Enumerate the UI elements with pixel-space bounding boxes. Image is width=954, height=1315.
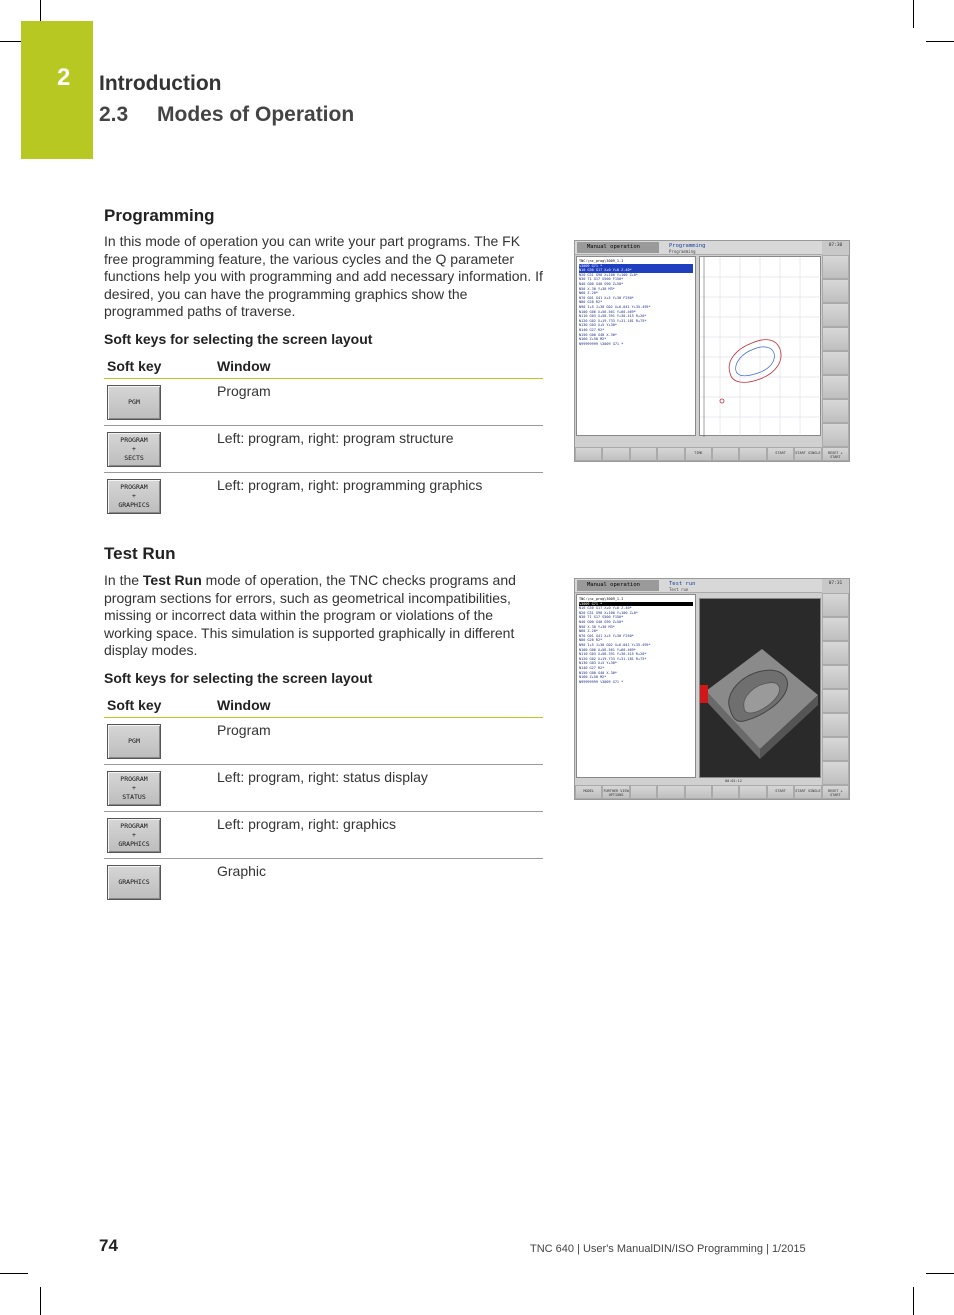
crop-mark: [913, 0, 914, 28]
softkey[interactable]: [657, 447, 684, 461]
program-path: TNC:\nc_prog\3009_1.I: [579, 259, 624, 263]
para-text: In the: [104, 572, 143, 588]
softkey[interactable]: [602, 447, 629, 461]
screen-header: [575, 241, 822, 255]
programming-softkey-table: [104, 352, 543, 519]
page-number: 74: [99, 1236, 118, 1255]
col-window: Window: [214, 691, 543, 717]
program-path: TNC:\nc_prog\3009_1.I: [579, 597, 624, 601]
col-window: Window: [214, 352, 543, 378]
simulation-graphics: [699, 598, 821, 778]
programming-paragraph: In this mode of operation you can write your part programs. The FK free programming feature, the various cycles and the Q parameter functions help you with programming and add necessary information. If desired, you can have the programming graphics show the programmed paths of traverse.: [104, 233, 543, 320]
clock: 07:31: [822, 579, 849, 593]
col-softkey: Soft key: [104, 352, 214, 378]
softkey[interactable]: [575, 447, 602, 461]
softkey[interactable]: [685, 785, 712, 799]
programming-screenshot: [574, 240, 850, 462]
screen-header: [575, 579, 822, 593]
table-row: [104, 858, 543, 905]
vertical-softkeys: [822, 593, 849, 785]
programming-graphics: [699, 256, 821, 436]
horizontal-softkeys: [575, 447, 849, 461]
horizontal-softkeys: [575, 785, 849, 799]
footer-text: TNC 640 | User's ManualDIN/ISO Programming | 1/2015: [530, 1243, 806, 1255]
softkey[interactable]: [657, 785, 684, 799]
softkey[interactable]: [630, 447, 657, 461]
mode-active-label: Programming: [669, 243, 706, 249]
mode-active-label: Test run: [669, 581, 696, 587]
mode-active-sub: Test run: [669, 587, 689, 592]
program-listing: TNC:\nc_prog\3009_1.I %3009 G71 * N10 G30 G17 X+0 Y+0 Z-40* N20 G31 G90 X+100 Y+100 Z+0* N30 T1 G17 S500 F150* N40 G00 G40 G90 Z+50* N50 X-30 Y+30 M3* N60 Z-20* N70 G01 G41 X+5 Y+30 F250* N80 G26 R2* N90 I+5 J+30 G02 X+6.041 Y+35.495* N100 G06 X+56.561 Y+60.469* N110 G03 X+58.391 Y+30.415 R+20* N120 G02 X+19.733 Y+31.181 R+75* N130 G03 X+5 Y+30* N140 G27 R2* N150 G00 G40 X-30* N160 Z+50 M2* N99999999 %3009 G71 *: [576, 594, 696, 778]
test-run-softkey-table: [104, 691, 543, 905]
programming-table-heading: Soft keys for selecting the screen layout: [104, 331, 373, 347]
program-graphics-softkey[interactable]: PROGRAM + GRAPHICS: [107, 479, 161, 514]
softkey[interactable]: MODEL: [575, 785, 602, 799]
test-run-heading: Test Run: [104, 544, 176, 563]
programming-heading: Programming: [104, 206, 215, 225]
program-sects-softkey[interactable]: PROGRAM + SECTS: [107, 432, 161, 467]
softkey[interactable]: [739, 447, 766, 461]
test-run-screenshot: [574, 578, 850, 800]
softkey[interactable]: [739, 785, 766, 799]
crop-mark: [926, 1273, 954, 1274]
simulation-canvas: [700, 599, 822, 779]
table-row: [104, 378, 543, 425]
test-run-table-heading: Soft keys for selecting the screen layout: [104, 670, 373, 686]
mode-active-sub: Programming: [669, 249, 696, 254]
softkey[interactable]: START: [767, 447, 794, 461]
table-row: [104, 764, 543, 811]
section-title: [99, 103, 354, 127]
softkey[interactable]: TIME: [685, 447, 712, 461]
test-run-paragraph: [104, 572, 544, 660]
crop-mark: [40, 1287, 41, 1315]
graphics-canvas: [700, 257, 822, 437]
chapter-number: 2: [57, 64, 71, 91]
softkey[interactable]: START SINGLE: [794, 785, 821, 799]
softkey[interactable]: FURTHER VIEW OPTIONS: [602, 785, 629, 799]
table-row: [104, 717, 543, 764]
window-desc: Graphic: [217, 862, 267, 879]
softkey[interactable]: [712, 447, 739, 461]
program-graphics-softkey[interactable]: PROGRAM + GRAPHICS: [107, 818, 161, 853]
softkey[interactable]: [712, 785, 739, 799]
window-desc: Left: program, right: graphics: [214, 811, 543, 858]
softkey[interactable]: RESET + START: [822, 447, 849, 461]
softkey[interactable]: RESET + START: [822, 785, 849, 799]
col-softkey: Soft key: [104, 691, 214, 717]
mode-active: [659, 580, 696, 592]
vertical-softkeys: [822, 255, 849, 447]
table-row: [104, 472, 543, 519]
para-text: mode of operation, the TNC checks programs and program sections for errors, such as geometrical incompatibilities, missing or incorrect data within the program or violations of the working space. This simulation is supported graphically in different display modes.: [104, 572, 516, 659]
table-row: [104, 425, 543, 472]
window-desc: Program: [214, 378, 543, 425]
mode-manual: Manual operation: [577, 580, 659, 591]
crop-mark: [926, 41, 954, 42]
mode-manual: Manual operation: [577, 242, 659, 253]
softkey[interactable]: START: [767, 785, 794, 799]
section-number: 2.3: [99, 103, 129, 126]
program-listing: TNC:\nc_prog\3009_1.I %3009 G71 * N10 G30 G17 X+0 Y+0 Z-40* N20 G31 G90 X+100 Y+100 Z+0* N30 T1 G17 S500 F150* N40 G00 G40 G90 Z+50* N50 X-30 Y+30 M3* N60 Z-20* N70 G01 G41 X+5 Y+30 F250* N80 G26 R2* N90 I+5 J+30 G02 X+6.041 Y+35.495* N100 G06 X+56.561 Y+60.469* N110 G03 X+58.391 Y+30.415 R+20* N120 G02 X+19.733 Y+31.181 R+75* N130 G03 X+5 Y+30* N140 G27 R2* N150 G00 G40 X-30* N160 Z+50 M2* N99999999 %3009 G71 *: [576, 256, 696, 436]
mode-active: [659, 242, 705, 254]
pgm-softkey[interactable]: PGM: [107, 385, 161, 420]
clock: 07:30: [822, 241, 849, 255]
window-desc: Program: [214, 717, 543, 764]
pgm-softkey[interactable]: PGM: [107, 724, 161, 759]
chapter-title: Introduction: [99, 72, 222, 95]
crop-mark: [0, 1273, 28, 1274]
softkey[interactable]: [630, 785, 657, 799]
table-row: [104, 811, 543, 858]
window-desc: Left: program, right: programming graphics: [217, 476, 483, 493]
window-desc: Left: program, right: program structure: [214, 425, 543, 472]
graphics-softkey[interactable]: GRAPHICS: [107, 865, 161, 900]
para-bold: Test Run: [142, 572, 202, 588]
sim-status: 00:01:12: [725, 779, 742, 783]
softkey[interactable]: START SINGLE: [794, 447, 821, 461]
crop-mark: [913, 1287, 914, 1315]
section-name: Modes of Operation: [157, 103, 355, 126]
window-desc: Left: program, right: status display: [214, 764, 543, 811]
program-status-softkey[interactable]: PROGRAM + STATUS: [107, 771, 161, 806]
